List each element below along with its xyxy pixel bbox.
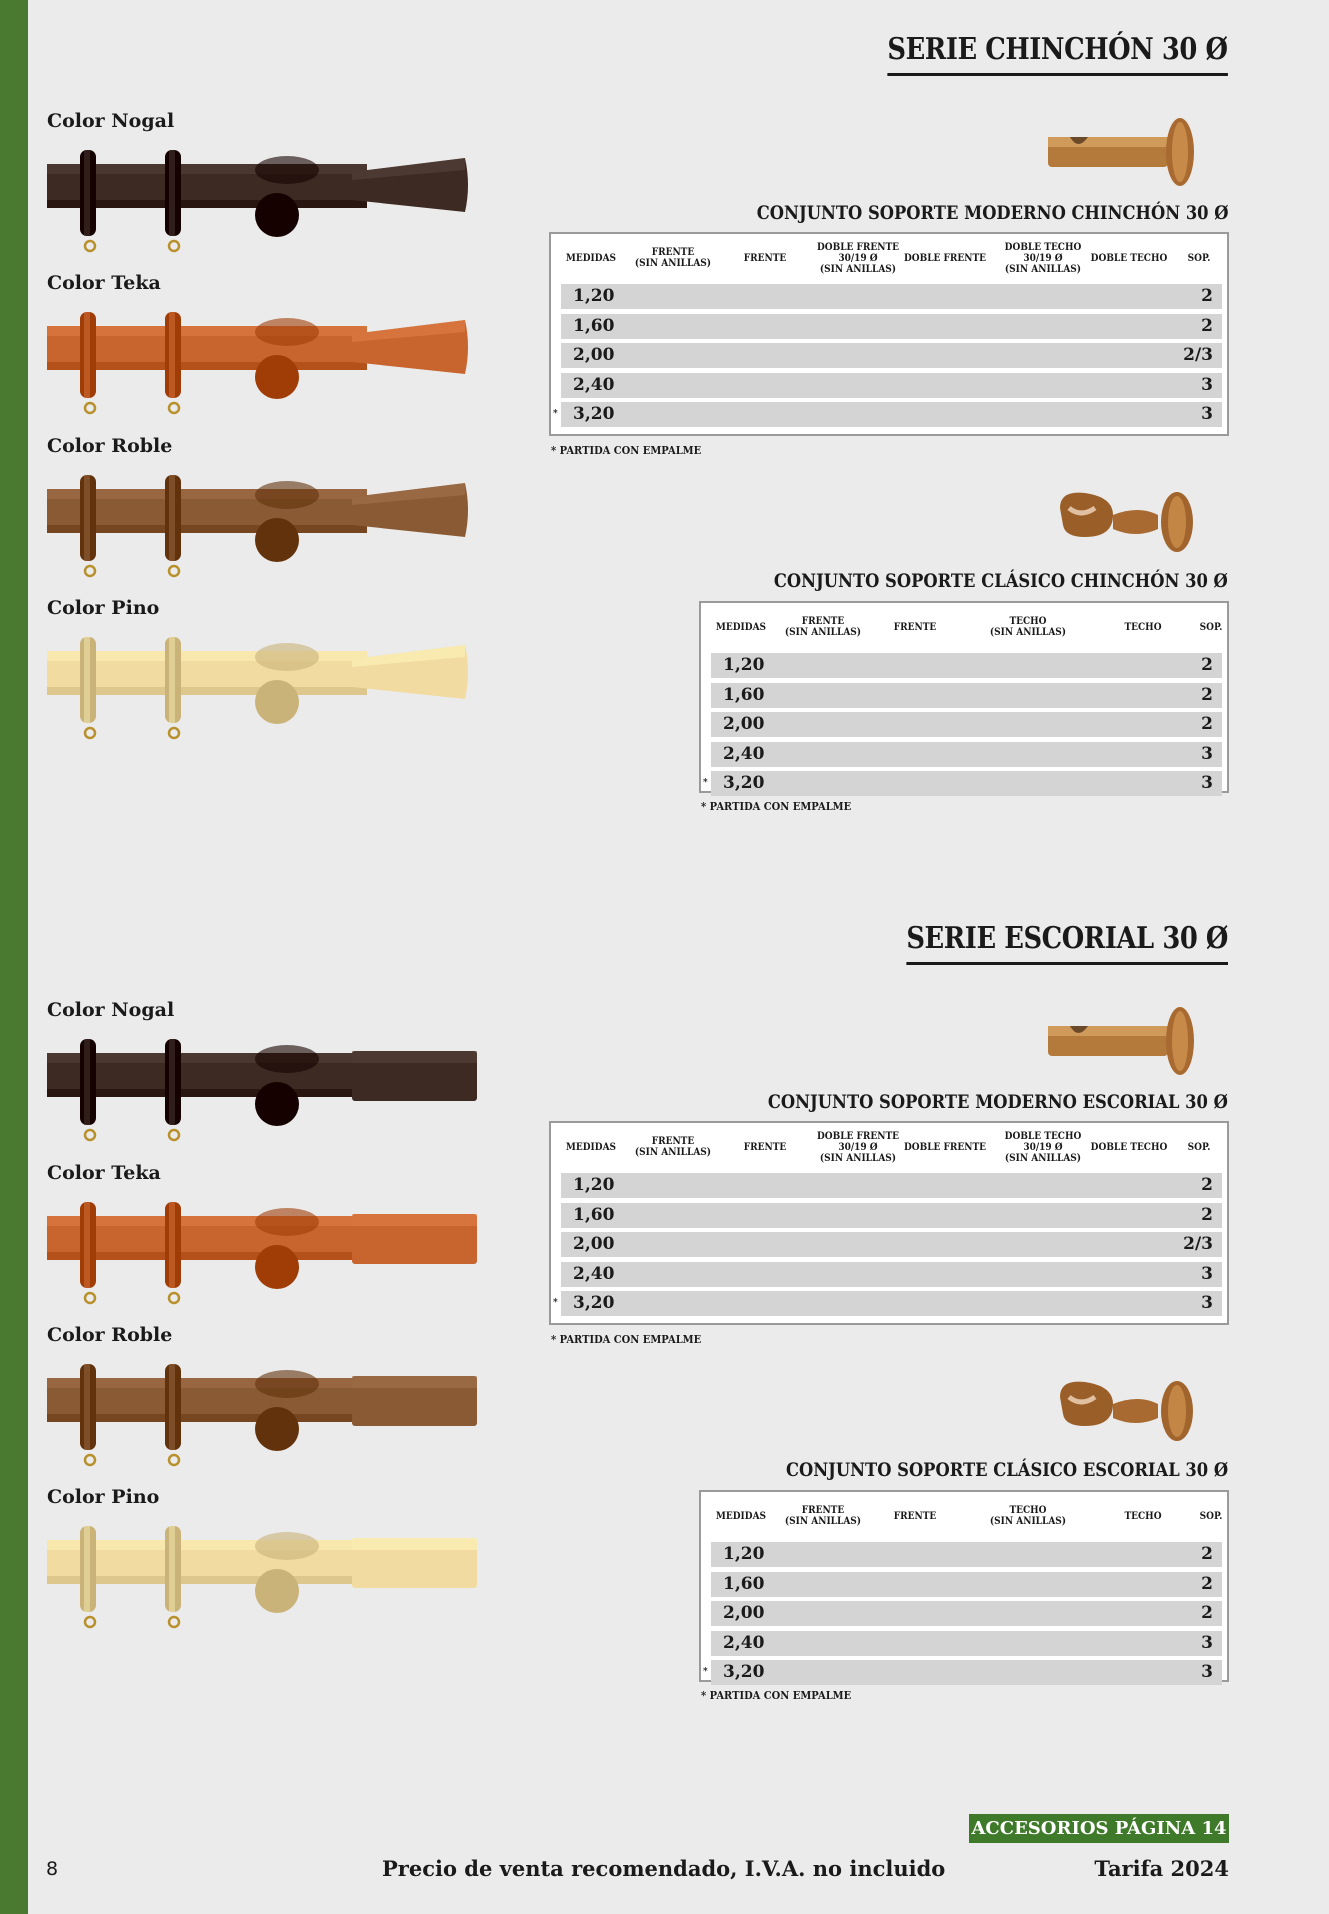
price-table: [699, 601, 1229, 793]
price-table: [699, 1490, 1229, 1682]
row-soportes: 3: [1201, 1632, 1213, 1653]
row-soportes: 2: [1201, 1204, 1213, 1225]
curtain-rod-nogal-image: [47, 1039, 487, 1149]
color-label-teka: Color Teka: [47, 272, 161, 294]
row-separator: [561, 339, 686, 342]
row-separator: [561, 1257, 686, 1260]
row-separator: [1148, 309, 1222, 312]
row-medida: 2,00: [573, 345, 615, 365]
price-table: [549, 232, 1229, 436]
row-medida: 3,20: [573, 1293, 615, 1313]
row-separator: [561, 1198, 686, 1201]
color-label-nogal: Color Nogal: [47, 110, 175, 132]
curtain-rod-pino-image: [47, 1526, 487, 1636]
table-row: [561, 284, 1222, 309]
row-soportes: 3: [1201, 1662, 1213, 1682]
row-medida: 3,20: [723, 773, 765, 793]
series-title-escorial: SERIE ESCORIAL 30 Ø: [906, 921, 1228, 965]
row-medida: 2,40: [723, 1632, 765, 1653]
row-soportes: 3: [1201, 1293, 1213, 1313]
row-medida: 2,00: [573, 1234, 615, 1254]
table-header-cell: FRENTE (SIN ANILLAS): [784, 616, 862, 638]
table-header-cell: MEDIDAS: [565, 252, 617, 264]
table-header-cell: FRENTE (SIN ANILLAS): [634, 1136, 712, 1158]
row-separator: [711, 767, 846, 770]
curtain-rod-nogal-image: [47, 150, 487, 260]
row-medida: 1,20: [573, 286, 615, 306]
row-separator: [711, 1656, 846, 1659]
row-medida: 1,60: [723, 684, 765, 705]
table-header-cell: FRENTE: [893, 621, 937, 633]
price-note: Precio de venta recomendado, I.V.A. no incluido: [382, 1856, 946, 1881]
accesorios-page-link[interactable]: ACCESORIOS PÁGINA 14: [969, 1814, 1229, 1843]
curtain-rod-teka-image: [47, 1202, 487, 1312]
row-separator: [1171, 1597, 1222, 1600]
row-separator: [561, 1287, 686, 1290]
row-separator: [561, 398, 686, 401]
row-star-marker: *: [553, 409, 558, 419]
table-header-cell: SOP.: [1199, 621, 1223, 633]
row-soportes: 3: [1201, 374, 1213, 395]
table-row: [561, 1203, 1222, 1228]
row-separator: [711, 1626, 846, 1629]
color-label-roble: Color Roble: [47, 435, 173, 457]
row-separator: [1146, 678, 1222, 681]
page-number: 8: [46, 1858, 59, 1880]
classic-bracket-image: [1055, 1377, 1200, 1445]
table-row: [561, 373, 1222, 398]
table-row: [711, 1601, 1222, 1626]
row-medida: 2,40: [573, 1263, 615, 1284]
table-header-cell: SOP.: [1187, 1141, 1211, 1153]
price-table: [549, 1121, 1229, 1325]
row-separator: [1174, 1257, 1222, 1260]
color-label-nogal: Color Nogal: [47, 999, 175, 1021]
table-header-cell: TECHO: [1124, 1510, 1162, 1522]
row-soportes: 2: [1201, 655, 1213, 675]
curtain-rod-roble-image: [47, 475, 487, 585]
table-header-cell: MEDIDAS: [715, 1510, 767, 1522]
table-row: [711, 712, 1222, 737]
table-header-cell: DOBLE TECHO 30/19 Ø (SIN ANILLAS): [1004, 1130, 1082, 1164]
table-row: [711, 1631, 1222, 1656]
table-header-cell: MEDIDAS: [715, 621, 767, 633]
row-soportes: 2: [1201, 1544, 1213, 1564]
row-separator: [711, 1567, 846, 1570]
row-soportes: 2: [1201, 1175, 1213, 1195]
table-row: [561, 1262, 1222, 1287]
row-soportes: 2: [1201, 286, 1213, 306]
table-header-cell: DOBLE FRENTE: [903, 1141, 987, 1153]
tarifa-label: Tarifa 2024: [1094, 1856, 1229, 1881]
row-medida: 1,60: [573, 1204, 615, 1225]
row-star-marker: *: [703, 1667, 708, 1677]
row-star-marker: *: [703, 778, 708, 788]
table-row: [561, 1291, 1222, 1316]
table-header-cell: FRENTE: [743, 252, 787, 264]
table-header-cell: FRENTE: [893, 1510, 937, 1522]
row-medida: 3,20: [573, 404, 615, 424]
classic-bracket-image: [1055, 488, 1200, 556]
table-row: [561, 314, 1222, 339]
table-header-cell: DOBLE TECHO: [1090, 252, 1168, 264]
table-title-moderno-escorial: CONJUNTO SOPORTE MODERNO ESCORIAL 30 Ø: [768, 1091, 1228, 1113]
row-separator: [561, 1228, 686, 1231]
row-separator: [711, 708, 846, 711]
row-soportes: 2: [1201, 1603, 1213, 1623]
table-header-cell: DOBLE TECHO: [1090, 1141, 1168, 1153]
row-medida: 2,00: [723, 714, 765, 734]
color-label-pino: Color Pino: [47, 597, 160, 619]
row-separator: [1174, 1287, 1222, 1290]
row-medida: 2,40: [723, 743, 765, 764]
row-soportes: 3: [1201, 743, 1213, 764]
row-separator: [711, 737, 846, 740]
table-header-cell: DOBLE FRENTE 30/19 Ø (SIN ANILLAS): [816, 241, 900, 275]
table-title-clasico-escorial: CONJUNTO SOPORTE CLÁSICO ESCORIAL 30 Ø: [785, 1459, 1228, 1481]
row-soportes: 3: [1201, 773, 1213, 793]
table-header-cell: SOP.: [1199, 1510, 1223, 1522]
curtain-rod-pino-image: [47, 637, 487, 747]
row-separator: [1174, 1228, 1222, 1231]
modern-bracket-image: [1045, 115, 1200, 190]
row-separator: [561, 309, 686, 312]
table-header-cell: FRENTE: [743, 1141, 787, 1153]
note-empalme: * PARTIDA CON EMPALME: [701, 800, 852, 813]
table-header-cell: TECHO (SIN ANILLAS): [989, 1505, 1067, 1527]
row-medida: 1,60: [723, 1573, 765, 1594]
table-row: [711, 1660, 1222, 1685]
table-header-cell: MEDIDAS: [565, 1141, 617, 1153]
table-row: [561, 1232, 1222, 1257]
table-row: [711, 1572, 1222, 1597]
color-label-pino: Color Pino: [47, 1486, 160, 1508]
row-separator: [1174, 1198, 1222, 1201]
table-row: [711, 683, 1222, 708]
table-header-cell: DOBLE FRENTE 30/19 Ø (SIN ANILLAS): [816, 1130, 900, 1164]
row-soportes: 2: [1201, 684, 1213, 705]
table-row: [561, 343, 1222, 368]
row-medida: 1,20: [573, 1175, 615, 1195]
table-row: [711, 742, 1222, 767]
row-separator: [1146, 708, 1222, 711]
table-header-cell: FRENTE (SIN ANILLAS): [784, 1505, 862, 1527]
modern-bracket-image: [1045, 1004, 1200, 1079]
row-separator: [561, 368, 686, 371]
row-soportes: 2: [1201, 714, 1213, 734]
curtain-rod-teka-image: [47, 312, 487, 422]
row-separator: [1171, 1656, 1222, 1659]
note-empalme: * PARTIDA CON EMPALME: [551, 444, 702, 457]
row-medida: 2,00: [723, 1603, 765, 1623]
table-title-clasico-chinchon: CONJUNTO SOPORTE CLÁSICO CHINCHÓN 30 Ø: [774, 570, 1228, 592]
table-row: [711, 653, 1222, 678]
series-title-chinchon: SERIE CHINCHÓN 30 Ø: [888, 32, 1228, 76]
row-separator: [711, 1597, 846, 1600]
row-soportes: 2/3: [1183, 1234, 1213, 1254]
row-medida: 1,60: [573, 315, 615, 336]
table-row: [561, 402, 1222, 427]
note-empalme: * PARTIDA CON EMPALME: [701, 1689, 852, 1702]
row-separator: [1148, 339, 1222, 342]
row-medida: 1,20: [723, 1544, 765, 1564]
row-medida: 1,20: [723, 655, 765, 675]
row-medida: 3,20: [723, 1662, 765, 1682]
table-header-cell: FRENTE (SIN ANILLAS): [634, 247, 712, 269]
note-empalme: * PARTIDA CON EMPALME: [551, 1333, 702, 1346]
row-medida: 2,40: [573, 374, 615, 395]
row-separator: [711, 678, 846, 681]
curtain-rod-roble-image: [47, 1364, 487, 1474]
row-separator: [1146, 767, 1222, 770]
row-soportes: 3: [1201, 404, 1213, 424]
row-soportes: 2: [1201, 1573, 1213, 1594]
table-row: [711, 1542, 1222, 1567]
table-header-cell: SOP.: [1187, 252, 1211, 264]
green-side-bar: [0, 0, 28, 1914]
table-title-moderno-chinchon: CONJUNTO SOPORTE MODERNO CHINCHÓN 30 Ø: [756, 202, 1228, 224]
row-separator: [1148, 398, 1222, 401]
table-header-cell: DOBLE TECHO 30/19 Ø (SIN ANILLAS): [1004, 241, 1082, 275]
row-separator: [1171, 1626, 1222, 1629]
row-separator: [1148, 368, 1222, 371]
table-header-cell: TECHO: [1124, 621, 1162, 633]
table-header-cell: DOBLE FRENTE: [903, 252, 987, 264]
row-soportes: 3: [1201, 1263, 1213, 1284]
row-separator: [1146, 737, 1222, 740]
row-soportes: 2/3: [1183, 345, 1213, 365]
row-soportes: 2: [1201, 315, 1213, 336]
table-row: [561, 1173, 1222, 1198]
table-header-cell: TECHO (SIN ANILLAS): [989, 616, 1067, 638]
color-label-roble: Color Roble: [47, 1324, 173, 1346]
table-row: [711, 771, 1222, 796]
row-star-marker: *: [553, 1298, 558, 1308]
color-label-teka: Color Teka: [47, 1162, 161, 1184]
row-separator: [1171, 1567, 1222, 1570]
